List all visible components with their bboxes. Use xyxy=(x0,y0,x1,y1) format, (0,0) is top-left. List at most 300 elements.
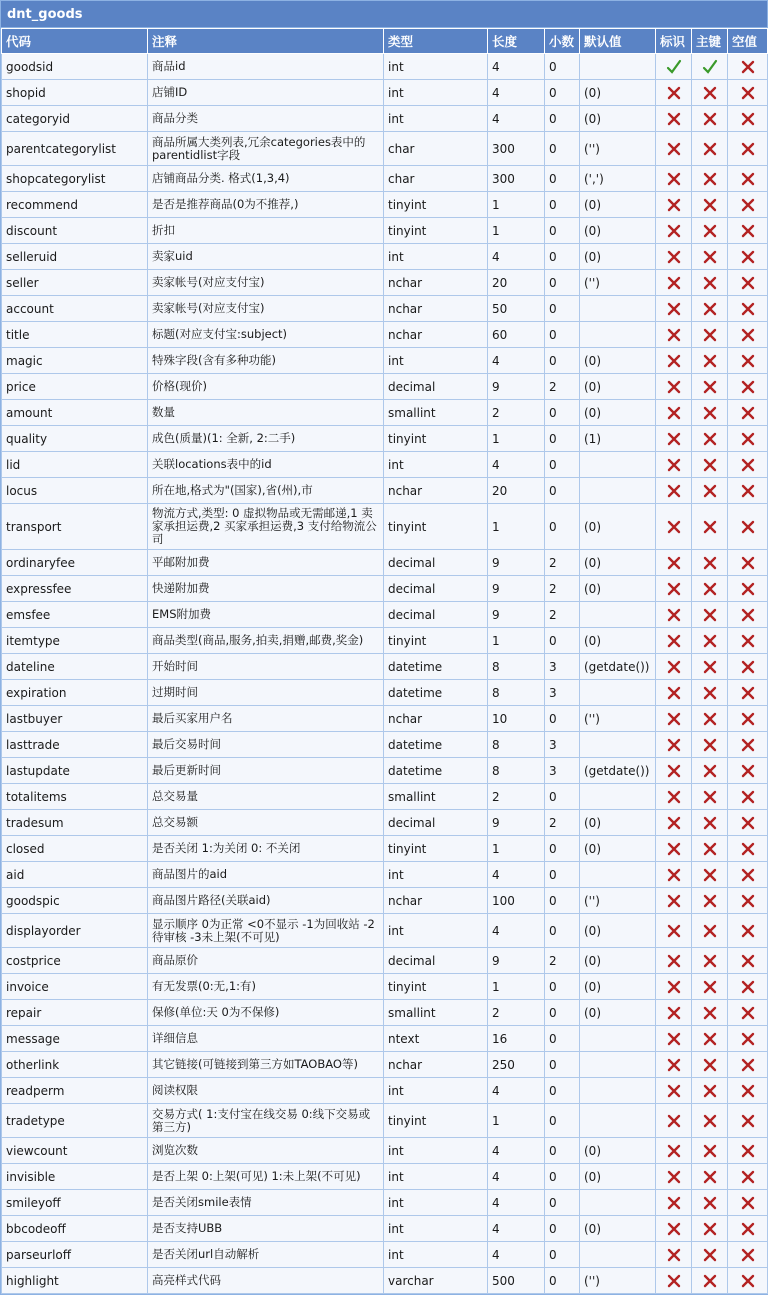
cross-icon xyxy=(740,893,756,909)
cell-type: decimal xyxy=(384,810,488,836)
cell-default xyxy=(580,680,656,706)
cross-icon xyxy=(702,633,718,649)
table-row xyxy=(2,54,768,80)
cell-default: (0) xyxy=(580,1216,656,1242)
col-header-primary: 主键 xyxy=(692,29,728,54)
cross-icon xyxy=(666,431,682,447)
cross-icon xyxy=(740,789,756,805)
table-row xyxy=(2,452,768,478)
cell-code: costprice xyxy=(2,948,148,974)
cell-nullable xyxy=(728,296,768,322)
cell-type: int xyxy=(384,452,488,478)
cell-scale: 0 xyxy=(545,296,580,322)
cross-icon xyxy=(702,659,718,675)
table-row xyxy=(2,166,768,192)
cell-comment: 是否是推荐商品(0为不推荐,) xyxy=(148,192,384,218)
cell-scale: 0 xyxy=(545,348,580,374)
cell-code: lastupdate xyxy=(2,758,148,784)
cross-icon xyxy=(740,953,756,969)
cell-comment: 平邮附加费 xyxy=(148,550,384,576)
table-row xyxy=(2,1216,768,1242)
cell-code: closed xyxy=(2,836,148,862)
cell-type: decimal xyxy=(384,602,488,628)
cell-identity xyxy=(656,550,692,576)
cell-scale: 0 xyxy=(545,452,580,478)
cross-icon xyxy=(666,171,682,187)
cell-default: (0) xyxy=(580,504,656,550)
cell-code: magic xyxy=(2,348,148,374)
table-row xyxy=(2,132,768,166)
cell-primary xyxy=(692,974,728,1000)
cell-nullable xyxy=(728,166,768,192)
cell-default: ('') xyxy=(580,706,656,732)
cell-nullable xyxy=(728,1164,768,1190)
table-row xyxy=(2,576,768,602)
table-row xyxy=(2,1242,768,1268)
cell-length: 16 xyxy=(488,1026,545,1052)
cell-code: account xyxy=(2,296,148,322)
cell-scale: 0 xyxy=(545,478,580,504)
cross-icon xyxy=(740,141,756,157)
cell-identity xyxy=(656,1268,692,1294)
cell-nullable xyxy=(728,576,768,602)
cross-icon xyxy=(740,405,756,421)
cell-scale: 0 xyxy=(545,974,580,1000)
cell-primary xyxy=(692,1190,728,1216)
cell-code: categoryid xyxy=(2,106,148,132)
cell-nullable xyxy=(728,106,768,132)
cross-icon xyxy=(702,1113,718,1129)
cell-code: expiration xyxy=(2,680,148,706)
cell-comment: 数量 xyxy=(148,400,384,426)
cell-primary xyxy=(692,888,728,914)
cell-nullable xyxy=(728,914,768,948)
cell-nullable xyxy=(728,1104,768,1138)
cross-icon xyxy=(740,555,756,571)
cell-length: 20 xyxy=(488,270,545,296)
cell-default: (0) xyxy=(580,836,656,862)
cross-icon xyxy=(666,379,682,395)
cell-comment: 店铺ID xyxy=(148,80,384,106)
cell-identity xyxy=(656,914,692,948)
cross-icon xyxy=(702,953,718,969)
cross-icon xyxy=(740,815,756,831)
cross-icon xyxy=(740,1195,756,1211)
cell-nullable xyxy=(728,270,768,296)
cell-nullable xyxy=(728,244,768,270)
cell-identity xyxy=(656,1000,692,1026)
cell-code: tradesum xyxy=(2,810,148,836)
cell-primary xyxy=(692,374,728,400)
cell-comment: 详细信息 xyxy=(148,1026,384,1052)
cell-type: tinyint xyxy=(384,1104,488,1138)
cross-icon xyxy=(702,85,718,101)
cell-type: int xyxy=(384,80,488,106)
cross-icon xyxy=(666,1031,682,1047)
cell-nullable xyxy=(728,218,768,244)
table-row xyxy=(2,888,768,914)
table-row xyxy=(2,322,768,348)
cross-icon xyxy=(740,685,756,701)
cell-identity xyxy=(656,784,692,810)
table-row xyxy=(2,1052,768,1078)
table-row xyxy=(2,948,768,974)
cell-comment: 商品类型(商品,服务,拍卖,捐赠,邮费,奖金) xyxy=(148,628,384,654)
cell-nullable xyxy=(728,1216,768,1242)
cell-scale: 0 xyxy=(545,706,580,732)
cell-nullable xyxy=(728,426,768,452)
cell-comment: 是否关闭url自动解析 xyxy=(148,1242,384,1268)
cell-identity xyxy=(656,1190,692,1216)
cell-comment: 商品图片的aid xyxy=(148,862,384,888)
cell-code: otherlink xyxy=(2,1052,148,1078)
cell-type: int xyxy=(384,1078,488,1104)
cross-icon xyxy=(702,841,718,857)
cell-identity xyxy=(656,1052,692,1078)
cell-type: datetime xyxy=(384,758,488,784)
cell-code: title xyxy=(2,322,148,348)
cell-nullable xyxy=(728,974,768,1000)
cross-icon xyxy=(666,815,682,831)
cell-primary xyxy=(692,132,728,166)
cell-nullable xyxy=(728,452,768,478)
cell-type: nchar xyxy=(384,270,488,296)
cell-primary xyxy=(692,1242,728,1268)
table-row xyxy=(2,914,768,948)
cell-code: dateline xyxy=(2,654,148,680)
cell-length: 4 xyxy=(488,1164,545,1190)
cross-icon xyxy=(666,275,682,291)
cell-scale: 0 xyxy=(545,192,580,218)
table-row xyxy=(2,810,768,836)
cell-comment: EMS附加费 xyxy=(148,602,384,628)
cell-type: nchar xyxy=(384,706,488,732)
cell-scale: 0 xyxy=(545,54,580,80)
cell-default: (0) xyxy=(580,244,656,270)
cell-default: ('') xyxy=(580,1268,656,1294)
cell-code: lastbuyer xyxy=(2,706,148,732)
cell-code: lid xyxy=(2,452,148,478)
cell-code: displayorder xyxy=(2,914,148,948)
cell-nullable xyxy=(728,758,768,784)
cell-identity xyxy=(656,400,692,426)
cross-icon xyxy=(740,519,756,535)
cell-default: ('') xyxy=(580,132,656,166)
cell-type: smallint xyxy=(384,784,488,810)
cell-identity xyxy=(656,296,692,322)
cell-type: char xyxy=(384,132,488,166)
cell-comment: 过期时间 xyxy=(148,680,384,706)
cell-scale: 3 xyxy=(545,654,580,680)
cross-icon xyxy=(666,737,682,753)
cell-comment: 所在地,格式为"(国家),省(州),市 xyxy=(148,478,384,504)
cell-comment: 是否支持UBB xyxy=(148,1216,384,1242)
cell-primary xyxy=(692,550,728,576)
cell-code: emsfee xyxy=(2,602,148,628)
cell-default: (0) xyxy=(580,106,656,132)
cell-nullable xyxy=(728,348,768,374)
cell-default: (0) xyxy=(580,80,656,106)
cell-default: ('') xyxy=(580,888,656,914)
cell-scale: 0 xyxy=(545,1242,580,1268)
cell-default: (0) xyxy=(580,400,656,426)
cross-icon xyxy=(702,275,718,291)
table-row xyxy=(2,836,768,862)
cell-default: (0) xyxy=(580,1138,656,1164)
cell-nullable xyxy=(728,322,768,348)
cell-default xyxy=(580,1078,656,1104)
cell-code: expressfee xyxy=(2,576,148,602)
cell-length: 8 xyxy=(488,758,545,784)
cell-type: int xyxy=(384,1164,488,1190)
cell-scale: 0 xyxy=(545,504,580,550)
cell-length: 8 xyxy=(488,654,545,680)
cell-default xyxy=(580,478,656,504)
table-row xyxy=(2,348,768,374)
cross-icon xyxy=(702,1247,718,1263)
cell-scale: 0 xyxy=(545,836,580,862)
cross-icon xyxy=(666,85,682,101)
cell-type: int xyxy=(384,106,488,132)
cross-icon xyxy=(666,953,682,969)
cell-nullable xyxy=(728,478,768,504)
cell-primary xyxy=(692,732,728,758)
cell-primary xyxy=(692,80,728,106)
table-row xyxy=(2,1000,768,1026)
cross-icon xyxy=(740,353,756,369)
cell-type: tinyint xyxy=(384,192,488,218)
check-icon xyxy=(666,59,682,75)
cell-code: shopcategorylist xyxy=(2,166,148,192)
cell-length: 1 xyxy=(488,974,545,1000)
cell-scale: 2 xyxy=(545,576,580,602)
cell-type: datetime xyxy=(384,732,488,758)
cross-icon xyxy=(740,1169,756,1185)
cell-identity xyxy=(656,706,692,732)
cell-scale: 2 xyxy=(545,550,580,576)
cross-icon xyxy=(740,301,756,317)
cell-length: 250 xyxy=(488,1052,545,1078)
cell-type: tinyint xyxy=(384,218,488,244)
cell-length: 4 xyxy=(488,914,545,948)
cross-icon xyxy=(666,1057,682,1073)
cell-default xyxy=(580,1242,656,1268)
cell-comment: 商品id xyxy=(148,54,384,80)
cell-length: 4 xyxy=(488,1216,545,1242)
cell-comment: 其它链接(可链接到第三方如TAOBAO等) xyxy=(148,1052,384,1078)
cell-default xyxy=(580,1190,656,1216)
cell-nullable xyxy=(728,836,768,862)
col-header-comment: 注释 xyxy=(148,29,384,54)
cell-code: discount xyxy=(2,218,148,244)
table-row xyxy=(2,374,768,400)
cell-nullable xyxy=(728,888,768,914)
cell-default: (0) xyxy=(580,192,656,218)
cell-identity xyxy=(656,80,692,106)
table-row xyxy=(2,244,768,270)
col-header-default: 默认值 xyxy=(580,29,656,54)
table-row xyxy=(2,1164,768,1190)
cross-icon xyxy=(702,405,718,421)
cross-icon xyxy=(666,841,682,857)
cell-scale: 0 xyxy=(545,628,580,654)
cross-icon xyxy=(666,1195,682,1211)
cross-icon xyxy=(702,1005,718,1021)
cell-length: 9 xyxy=(488,602,545,628)
cell-length: 20 xyxy=(488,478,545,504)
cell-length: 4 xyxy=(488,80,545,106)
cell-scale: 0 xyxy=(545,1138,580,1164)
cell-length: 9 xyxy=(488,948,545,974)
cell-scale: 0 xyxy=(545,244,580,270)
cross-icon xyxy=(666,1005,682,1021)
cross-icon xyxy=(740,737,756,753)
cell-primary xyxy=(692,784,728,810)
cell-length: 100 xyxy=(488,888,545,914)
cell-scale: 3 xyxy=(545,680,580,706)
cell-scale: 0 xyxy=(545,1052,580,1078)
cell-identity xyxy=(656,54,692,80)
cross-icon xyxy=(666,223,682,239)
cross-icon xyxy=(702,1083,718,1099)
cell-default: (0) xyxy=(580,218,656,244)
cross-icon xyxy=(740,171,756,187)
cell-comment: 卖家uid xyxy=(148,244,384,270)
cell-primary xyxy=(692,296,728,322)
cell-nullable xyxy=(728,1052,768,1078)
cell-scale: 0 xyxy=(545,426,580,452)
cell-identity xyxy=(656,478,692,504)
cell-primary xyxy=(692,836,728,862)
cell-identity xyxy=(656,218,692,244)
cell-length: 300 xyxy=(488,132,545,166)
table-row xyxy=(2,400,768,426)
cross-icon xyxy=(702,457,718,473)
cell-identity xyxy=(656,270,692,296)
cell-type: nchar xyxy=(384,1052,488,1078)
cell-identity xyxy=(656,836,692,862)
cross-icon xyxy=(740,923,756,939)
cell-primary xyxy=(692,706,728,732)
cross-icon xyxy=(702,1273,718,1289)
cell-code: highlight xyxy=(2,1268,148,1294)
cell-comment: 显示顺序 0为正常 <0不显示 -1为回收站 -2待审核 -3未上架(不可见) xyxy=(148,914,384,948)
cross-icon xyxy=(666,979,682,995)
cell-code: parseurloff xyxy=(2,1242,148,1268)
cross-icon xyxy=(666,197,682,213)
cell-comment: 阅读权限 xyxy=(148,1078,384,1104)
cell-default xyxy=(580,784,656,810)
cross-icon xyxy=(740,1113,756,1129)
cell-type: nchar xyxy=(384,888,488,914)
cross-icon xyxy=(740,867,756,883)
cell-type: int xyxy=(384,244,488,270)
cross-icon xyxy=(740,1247,756,1263)
table-row xyxy=(2,80,768,106)
cross-icon xyxy=(740,483,756,499)
cell-comment: 最后买家用户名 xyxy=(148,706,384,732)
cell-comment: 高亮样式代码 xyxy=(148,1268,384,1294)
cross-icon xyxy=(740,763,756,779)
cell-code: seller xyxy=(2,270,148,296)
cell-default: (',') xyxy=(580,166,656,192)
cell-nullable xyxy=(728,948,768,974)
cell-type: nchar xyxy=(384,322,488,348)
cross-icon xyxy=(666,519,682,535)
cross-icon xyxy=(666,111,682,127)
table-row xyxy=(2,1104,768,1138)
cell-identity xyxy=(656,758,692,784)
cell-primary xyxy=(692,1216,728,1242)
cross-icon xyxy=(702,867,718,883)
cell-default xyxy=(580,1026,656,1052)
cross-icon xyxy=(666,607,682,623)
cell-comment: 商品原价 xyxy=(148,948,384,974)
cross-icon xyxy=(666,581,682,597)
cell-length: 4 xyxy=(488,106,545,132)
table-row xyxy=(2,862,768,888)
cell-type: int xyxy=(384,914,488,948)
cell-comment: 浏览次数 xyxy=(148,1138,384,1164)
cell-default: (1) xyxy=(580,426,656,452)
cell-length: 4 xyxy=(488,244,545,270)
cell-default: (0) xyxy=(580,348,656,374)
cell-type: int xyxy=(384,862,488,888)
cross-icon xyxy=(666,327,682,343)
cell-type: decimal xyxy=(384,550,488,576)
cell-nullable xyxy=(728,54,768,80)
cell-primary xyxy=(692,1026,728,1052)
cell-comment: 卖家帐号(对应支付宝) xyxy=(148,270,384,296)
cell-primary xyxy=(692,1268,728,1294)
cell-primary xyxy=(692,54,728,80)
cell-nullable xyxy=(728,374,768,400)
cell-length: 9 xyxy=(488,810,545,836)
cell-length: 1 xyxy=(488,1104,545,1138)
cell-nullable xyxy=(728,1000,768,1026)
cell-code: bbcodeoff xyxy=(2,1216,148,1242)
cell-length: 4 xyxy=(488,862,545,888)
cell-scale: 0 xyxy=(545,1000,580,1026)
cell-identity xyxy=(656,504,692,550)
cross-icon xyxy=(702,249,718,265)
cross-icon xyxy=(666,659,682,675)
cross-icon xyxy=(666,141,682,157)
cell-default: (0) xyxy=(580,374,656,400)
cell-identity xyxy=(656,166,692,192)
cell-type: datetime xyxy=(384,680,488,706)
cross-icon xyxy=(740,1221,756,1237)
cell-length: 4 xyxy=(488,452,545,478)
cell-identity xyxy=(656,1242,692,1268)
cell-primary xyxy=(692,948,728,974)
cell-nullable xyxy=(728,550,768,576)
cross-icon xyxy=(740,223,756,239)
cell-code: quality xyxy=(2,426,148,452)
cell-code: transport xyxy=(2,504,148,550)
cell-nullable xyxy=(728,810,768,836)
cell-comment: 特殊字段(含有多种功能) xyxy=(148,348,384,374)
cell-identity xyxy=(656,426,692,452)
cell-code: readperm xyxy=(2,1078,148,1104)
cell-identity xyxy=(656,1164,692,1190)
cell-comment: 是否上架 0:上架(可见) 1:未上架(不可见) xyxy=(148,1164,384,1190)
cell-scale: 2 xyxy=(545,810,580,836)
cross-icon xyxy=(740,633,756,649)
table-row xyxy=(2,784,768,810)
cross-icon xyxy=(666,1083,682,1099)
cross-icon xyxy=(666,405,682,421)
